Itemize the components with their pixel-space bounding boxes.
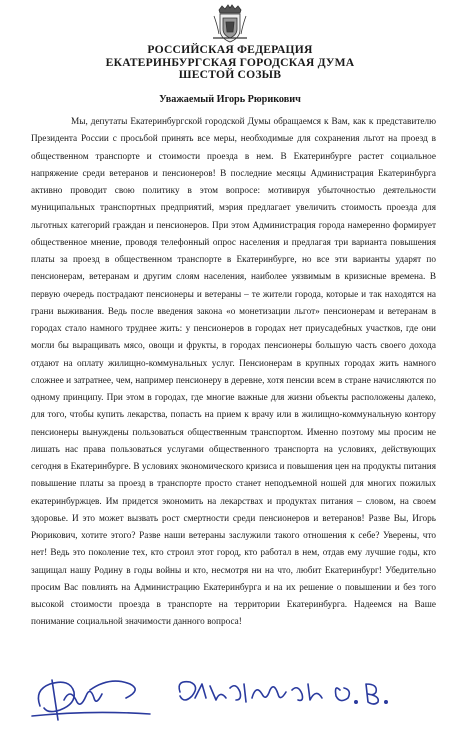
letterhead	[0, 44, 460, 82]
letter-body: Мы, депутаты Екатеринбургской городской Думы обращаемся к Вам, как к представителю Президента России с просьбой принять все меры, необходимые для сохранения льгот на проезд в общественном транспорте и стоимости проезда в нем. В Екатеринбурге растет социальное напряжение среди ветеранов и пенсионеров! В последние месяцы Администрация Екатеринбурга активно проводит свою политику в этом вопросе: мотивируя убыточностью деятельности муниципальных транспортных предприятий, мэрия предлагает увеличить стоимость проезда для льготных категорий граждан и пенсионеров. При этом Администрация города намеренно формирует общественное мнение, проводя телефонный опрос населения и предлагая три варианта повышения платы за проезд в общественном транспорте в Екатеринбурге, но все эти варианты ударят по пенсионерам, ветеранам и другим слоям населения, наиболее уязвимым в кризисные времена. В первую очередь пострадают пенсионеры и ветераны – те жители города, которые и так находятся на грани выживания. Ведь после введения закона «о монетизации льгот» пенсионерам и ветеранам в городах стало намного труднее жить: у пенсионеров в городах нет приусадебных участков, где они могли бы выращивать мясо, овощи и фрукты, в городах пенсионеры большую часть своего дохода отдают на оплату жилищно-коммунальных услуг. Пенсионерам в крупных городах жить намного сложнее и затратнее, чем, например пенсионеру в деревне, хотя пенсии всем в стране начисляются по одному принципу. При этом в городах, где многие важные для жизни объекты расположены далеко, для того, чтобы купить лекарства, попасть на прием к врачу или в жилищно-коммунальную контору пенсионеры вынуждены пользоваться общественным транспортом. Именно поэтому мы просим не лишать нас права пользоваться услугами общественного транспорта на условиях, действующих сегодня в Екатеринбурге. В условиях экономического кризиса и повышения цен на продукты питания повышение платы за проезд в транспорте просто станет неподъемной ношей для многих пожилых екатеринбуржцев. Им придется экономить на лекарствах и продуктах питания – словом, на своем здоровье. И это может вызвать рост смертности среди пенсионеров и ветеранов! Разве Вы, Игорь Рюрикович, хотите этого? Разве наши ветераны заслужили такого отношения к себе? Уверены, что нет! Ведь это поколение тех, кто строил этот город, кто работал в нем, отдав ему лучшие годы, кто защищал нашу Родину в годы войны и кто, несмотря ни на что, любит Екатеринбург! Убедительно просим Вас повлиять на Администрацию Екатеринбурга и на их решение о повышении и без того высокой стоимости проезда в транспорте на территории Екатеринбурга. Надеемся на Ваше понимание социальной значимости данного вопроса!	[31, 117, 436, 628]
salutation: Уважаемый Игорь Рюрикович	[159, 94, 301, 105]
coat-of-arms-icon	[211, 4, 249, 44]
handwritten-signature	[30, 670, 430, 726]
letterhead-country: РОССИЙСКАЯ ФЕДЕРАЦИЯ	[147, 43, 313, 56]
letterhead-organization: ЕКАТЕРИНБУРГСКАЯ ГОРОДСКАЯ ДУМА	[105, 55, 355, 69]
letterhead-convocation: ШЕСТОЙ СОЗЫВ	[178, 68, 282, 82]
